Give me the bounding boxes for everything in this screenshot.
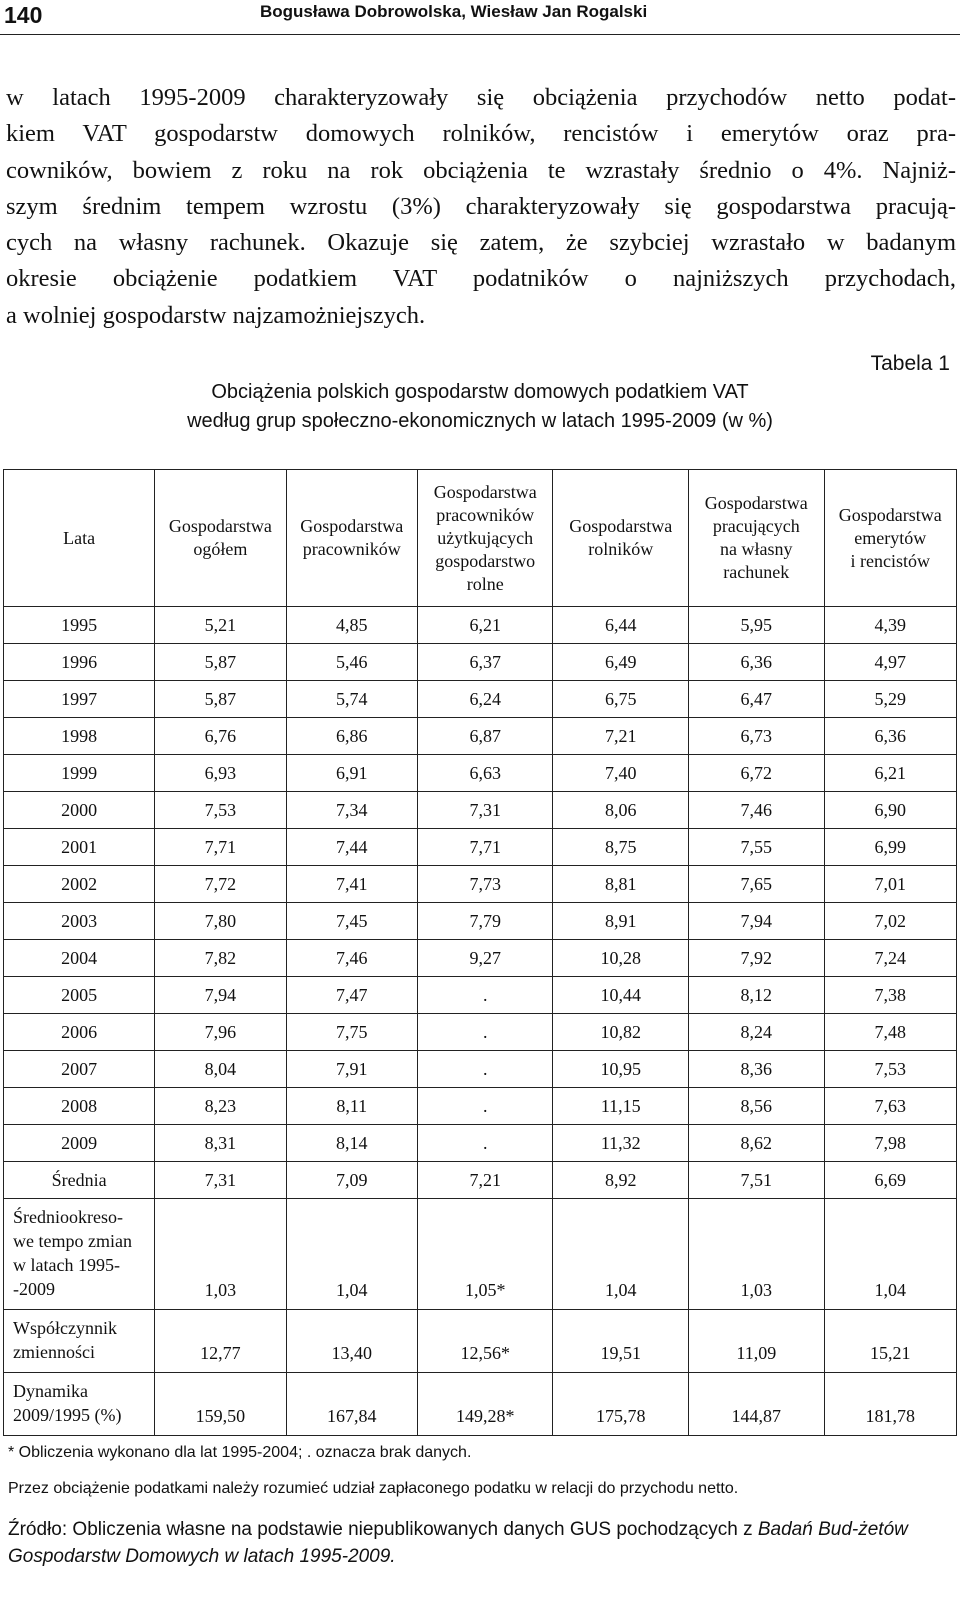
table-cell: 7,96 [155,1014,286,1051]
table-cell: 7,92 [689,940,825,977]
row-label: 2009 [4,1125,155,1162]
source-note [8,1516,953,1570]
row-label: Średnia [4,1162,155,1199]
table-cell: 7,21 [417,1162,553,1199]
table-cell: 8,12 [689,977,825,1014]
row-label: 2000 [4,792,155,829]
table-cell: 10,28 [553,940,689,977]
table-cell: 7,73 [417,866,553,903]
table-cell: 159,50 [155,1373,286,1436]
table-cell: 7,71 [417,829,553,866]
page-number: 140 [4,2,43,28]
table-cell: 7,34 [286,792,417,829]
column-header-line: Lata [63,527,96,548]
table-cell: 5,29 [824,681,956,718]
table-cell: 7,41 [286,866,417,903]
table-row [4,1125,957,1162]
summary-label-line: we tempo zmian [13,1231,132,1251]
table-cell: 7,94 [155,977,286,1014]
table-row [4,1162,957,1199]
table-cell: 181,78 [824,1373,956,1436]
table-cell: . [417,977,553,1014]
row-label: 2002 [4,866,155,903]
running-head-authors: Bogusława Dobrowolska, Wiesław Jan Rogalski [260,2,648,21]
summary-row [4,1373,957,1436]
table-cell: 4,39 [824,607,956,644]
row-label: 2006 [4,1014,155,1051]
table-row [4,755,957,792]
table-cell: 10,82 [553,1014,689,1051]
table-row [4,681,957,718]
summary-row [4,1199,957,1310]
table-cell: 8,92 [553,1162,689,1199]
body-line: szym średnim tempem wzrostu (3%) charakteryzowały się gospodarstwa pracują- [6,192,956,220]
row-label: 1999 [4,755,155,792]
table-cell: 7,24 [824,940,956,977]
row-label: 2001 [4,829,155,866]
table-cell: 15,21 [824,1310,956,1373]
table-cell: 1,04 [553,1199,689,1310]
table-cell: 7,31 [155,1162,286,1199]
table-row [4,940,957,977]
table-cell: 10,44 [553,977,689,1014]
table-cell: 1,04 [824,1199,956,1310]
table-cell: 7,09 [286,1162,417,1199]
table-cell: 149,28* [417,1373,553,1436]
summary-row-label [4,1199,155,1310]
table-cell: 8,04 [155,1051,286,1088]
body-line: w latach 1995-2009 charakteryzowały się obciążenia przychodów netto podat- [6,84,956,111]
table-cell: 6,69 [824,1162,956,1199]
summary-label-line: -2009 [13,1279,55,1299]
row-label: 2008 [4,1088,155,1125]
table-cell: 5,87 [155,644,286,681]
column-header-line: Gospodarstwa [433,481,537,502]
table-cell: . [417,1125,553,1162]
table-title-line: według grup społeczno-ekonomicznych w latach 1995-2009 (w %) [187,410,773,432]
table-label: Tabela 1 [870,352,950,375]
table-footnote: * Obliczenia wykonano dla lat 1995-2004; . oznacza brak danych. [8,1444,472,1461]
table-cell: 8,36 [689,1051,825,1088]
table-cell: 5,95 [689,607,825,644]
table-row [4,1014,957,1051]
table-cell: 6,44 [553,607,689,644]
table-cell: . [417,1051,553,1088]
table-cell: 8,62 [689,1125,825,1162]
column-header-line: pracowników [436,504,535,525]
table-cell: 7,82 [155,940,286,977]
table-cell: 11,15 [553,1088,689,1125]
table-cell: 167,84 [286,1373,417,1436]
column-header-line: pracowników [302,539,401,559]
table-cell: 7,63 [824,1088,956,1125]
column-header-line: pracujących [712,516,800,536]
summary-label-line: Współczynnik [13,1318,117,1338]
table-cell: 8,24 [689,1014,825,1051]
table-cell: 7,45 [286,903,417,940]
table-cell: 7,44 [286,829,417,866]
table-cell: . [417,1088,553,1125]
table-row [4,1088,957,1125]
table-cell: 7,40 [553,755,689,792]
table-cell: 7,75 [286,1014,417,1051]
table-cell: 19,51 [553,1310,689,1373]
row-label: 2005 [4,977,155,1014]
table-row [4,792,957,829]
table-row [4,718,957,755]
table-cell: 6,86 [286,718,417,755]
table-cell: 7,55 [689,829,825,866]
table-cell: 6,63 [417,755,553,792]
column-header-line: użytkujących [437,527,534,548]
table-cell: 6,47 [689,681,825,718]
table-title-line: Obciążenia polskich gospodarstw domowych podatkiem VAT [211,381,749,403]
column-header-line: emerytów [854,527,927,548]
table-cell: 6,72 [689,755,825,792]
table-cell: 7,94 [689,903,825,940]
column-header-line: Gospodarstwa [569,516,673,536]
table-cell: 7,71 [155,829,286,866]
table-cell: 6,75 [553,681,689,718]
column-header-line: ogółem [193,539,248,559]
table-cell: 7,46 [286,940,417,977]
source-title: Badań Bud-żetów Gospodarstw Domowych w latach 1995-2009. [8,1519,908,1567]
column-header [286,470,417,607]
column-header [417,470,553,607]
table-cell: 6,21 [417,607,553,644]
table-row [4,866,957,903]
row-label: 1998 [4,718,155,755]
table-cell: 6,87 [417,718,553,755]
table-cell: 8,91 [553,903,689,940]
table-cell: 8,81 [553,866,689,903]
column-header-line: Gospodarstwa [704,493,808,513]
table-cell: 6,36 [824,718,956,755]
table-cell: 4,97 [824,644,956,681]
summary-row [4,1310,957,1373]
table-title [0,378,960,436]
table-cell: 6,93 [155,755,286,792]
body-line: a wolniej gospodarstw najzamożniejszych. [6,301,426,329]
table-cell: 7,01 [824,866,956,903]
table-cell: 7,65 [689,866,825,903]
table-cell: 1,03 [155,1199,286,1310]
column-header [553,470,689,607]
table-row [4,977,957,1014]
table-row [4,903,957,940]
table-cell: 5,74 [286,681,417,718]
table-row [4,607,957,644]
column-header-line: Gospodarstwa [300,516,404,536]
column-header-line: Gospodarstwa [168,516,272,536]
table-cell: 12,77 [155,1310,286,1373]
table-cell: 6,73 [689,718,825,755]
table-cell: 6,99 [824,829,956,866]
column-header [824,470,956,607]
column-header-line: i rencistów [850,550,931,571]
table-cell: 6,91 [286,755,417,792]
table-cell: 7,46 [689,792,825,829]
table-cell: 8,56 [689,1088,825,1125]
data-table [3,469,957,1436]
body-paragraph [6,80,956,334]
summary-label-line: 2009/1995 (%) [13,1405,122,1425]
table-cell: 6,21 [824,755,956,792]
table-cell: 7,98 [824,1125,956,1162]
table-cell: 6,76 [155,718,286,755]
row-label: 1996 [4,644,155,681]
body-line: cych na własny rachunek. Okazuje się zatem, że szybciej wzrastało w badanym [6,229,956,257]
table-cell: 13,40 [286,1310,417,1373]
table-cell: 8,75 [553,829,689,866]
row-label: 2003 [4,903,155,940]
table-cell: 8,11 [286,1088,417,1125]
summary-label-line: w latach 1995- [13,1255,120,1275]
table-cell: 1,05* [417,1199,553,1310]
column-header-line: rolne [466,573,504,594]
table-cell: 7,47 [286,977,417,1014]
row-label: 2004 [4,940,155,977]
summary-label-line: Dynamika [13,1381,88,1401]
table-cell: 7,38 [824,977,956,1014]
column-header [689,470,825,607]
body-line: kiem VAT gospodarstw domowych rolników, rencistów i emerytów oraz pra- [6,120,956,148]
row-label: 2007 [4,1051,155,1088]
table-cell: 4,85 [286,607,417,644]
table-cell: 6,37 [417,644,553,681]
table-cell: 6,49 [553,644,689,681]
table-cell: 7,02 [824,903,956,940]
table-cell: 10,95 [553,1051,689,1088]
table-cell: 8,14 [286,1125,417,1162]
column-header-line: rachunek [723,562,790,582]
column-header [155,470,286,607]
table-header-row [4,470,957,607]
table-cell: 11,09 [689,1310,825,1373]
table-row [4,1051,957,1088]
table-cell: 5,87 [155,681,286,718]
table-cell: 175,78 [553,1373,689,1436]
table-cell: 6,24 [417,681,553,718]
summary-row-label [4,1310,155,1373]
page-header [0,0,960,35]
column-header-line: Gospodarstwa [838,504,942,525]
table-cell: 7,91 [286,1051,417,1088]
table-cell: 8,06 [553,792,689,829]
table-cell: 7,31 [417,792,553,829]
row-label: 1997 [4,681,155,718]
table-row [4,644,957,681]
summary-label-line: Średniookreso- [13,1207,123,1227]
body-line: cowników, bowiem z roku na rok obciążenia te wzrastały średnio o 4%. Najniż- [6,156,956,184]
table-cell: 11,32 [553,1125,689,1162]
table-cell: 144,87 [689,1373,825,1436]
table-cell: 6,90 [824,792,956,829]
source-prefix: Źródło: Obliczenia własne na podstawie niepublikowanych danych GUS pochodzących z [8,1519,758,1540]
table-cell: 12,56* [417,1310,553,1373]
table-cell: 7,51 [689,1162,825,1199]
table-cell: 8,31 [155,1125,286,1162]
table-cell: 7,79 [417,903,553,940]
summary-label-line: zmienności [13,1342,95,1362]
table-cell: 1,03 [689,1199,825,1310]
table-row [4,829,957,866]
table-cell: 8,23 [155,1088,286,1125]
table-cell: 7,21 [553,718,689,755]
table-cell: 6,36 [689,644,825,681]
table-cell: 1,04 [286,1199,417,1310]
column-header-line: gospodarstwo [435,550,536,571]
column-header-line: na własny [720,539,793,559]
table-cell: 5,21 [155,607,286,644]
table-cell: 7,80 [155,903,286,940]
row-label: 1995 [4,607,155,644]
table-cell: 7,72 [155,866,286,903]
table-cell: 7,53 [155,792,286,829]
table-note: Przez obciążenie podatkami należy rozumieć udział zapłaconego podatku w relacji do przychodu netto. [8,1480,739,1497]
table-cell: 9,27 [417,940,553,977]
table-cell: 5,46 [286,644,417,681]
body-line: okresie obciążenie podatkiem VAT podatników o najniższych przychodach, [6,265,956,293]
table-cell: 7,48 [824,1014,956,1051]
column-header-line: rolników [588,539,654,559]
table-cell: . [417,1014,553,1051]
table-cell: 7,53 [824,1051,956,1088]
column-header [4,470,155,607]
summary-row-label [4,1373,155,1436]
